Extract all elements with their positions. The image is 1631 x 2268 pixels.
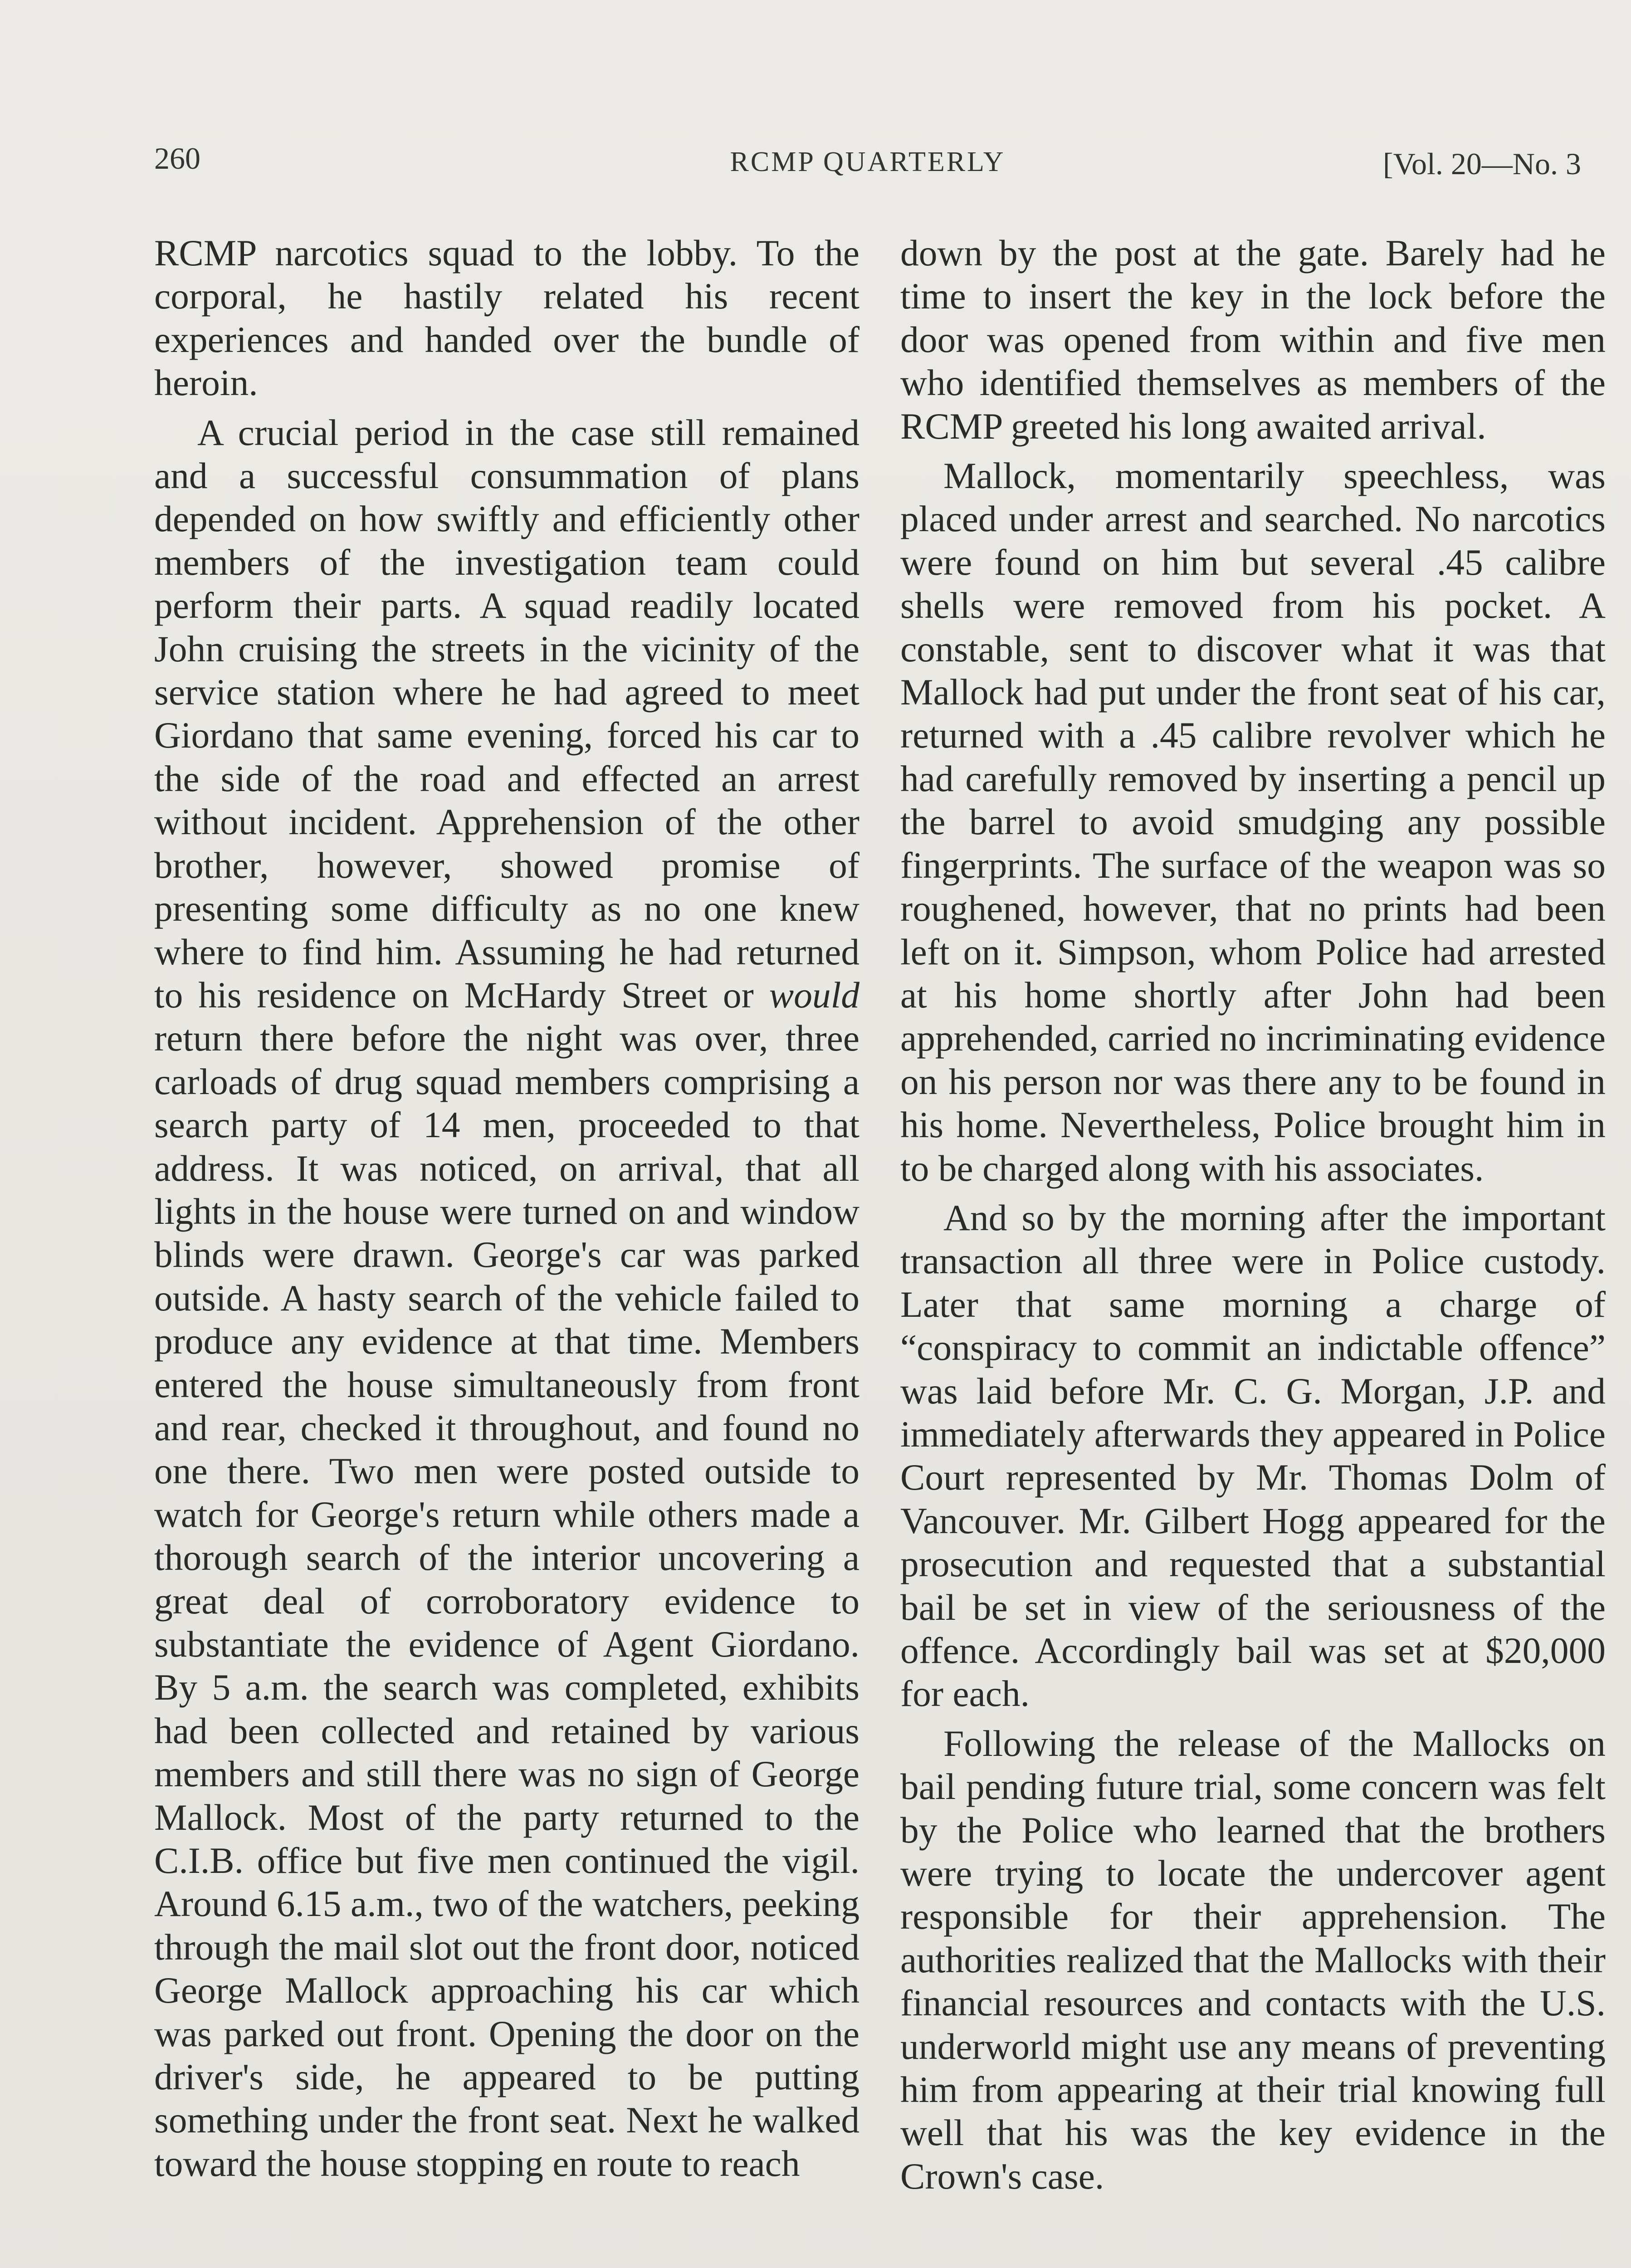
page-number: 260 — [154, 141, 200, 176]
journal-title: RCMP QUARTERLY — [730, 147, 1006, 177]
paragraph: down by the post at the gate. Barely had he time to insert the key in the lock before the door was opened from within and five men who identified themselves as members of the RCMP greeted his long awaited arrival. — [900, 232, 1606, 447]
paragraph — [154, 411, 859, 2185]
emphasis-text: would — [769, 974, 859, 1016]
paragraph-text: A crucial period in the case still remained and a successful consummation of plans depended on how swiftly and efficiently other members of the investigation team could perform their parts. A squad readily located John cruising the streets in the vicinity of the service station where he had agreed to meet Giordano that same evening, forced his car to the side of the road and effected an arrest without incident. Apprehension of the other brother, however, showed promise of presenting some difficulty as no one knew where to find him. Assuming he had returned to his residence on McHardy Street or — [154, 411, 859, 1016]
paragraph: And so by the morning after the important transaction all three were in Police custody. Later that same morning a charge of “conspiracy to commit an indictable offence” was laid before Mr. C. G. Morgan, J.P. and immediately afterwards they appeared in Police Court represented by Mr. Thomas Dolm of Vancouver. Mr. Gilbert Hogg appeared for the prosecution and requested that a substantial bail be set in view of the seriousness of the offence. Accordingly bail was set at $20,000 for each. — [900, 1197, 1606, 1715]
paragraph-text: return there before the night was over, three carloads of drug squad members comprising a search party of 14 men, proceeded to that address. It was noticed, on arrival, that all lights in the house were turned on and window blinds were drawn. George's car was parked outside. A hasty search of the vehicle failed to produce any evidence at that time. Members entered the house simultaneously from front and rear, checked it throughout, and found no one there. Two men were posted outside to watch for George's return while others made a thorough search of the interior uncovering a great deal of corroboratory evidence to substantiate the evidence of Agent Giordano. By 5 a.m. the search was completed, exhibits had been collected and retained by various members and still there was no sign of George Mallock. Most of the party returned to the C.I.B. office but five men continued the vigil. Around 6.15 a.m., two of the watchers, peeking through the mail slot out the front door, noticed George Mallock approaching his car which was parked out front. Opening the door on the driver's side, he appeared to be putting something under the front seat. Next he walked toward the house stopping en route to reach — [154, 1017, 859, 2184]
running-header — [154, 141, 1581, 195]
paragraph: RCMP narcotics squad to the lobby. To the corporal, he hastily related his recent experiences and handed over the bundle of heroin. — [154, 232, 859, 404]
volume-label: [Vol. 20—No. 3 — [1383, 147, 1581, 181]
right-column — [900, 231, 1606, 2198]
left-column — [154, 231, 859, 2185]
paragraph: Following the release of the Mallocks on bail pending future trial, some concern was felt by the Police who learned that the brothers were trying to locate the undercover agent responsible for their apprehension. The authorities realized that the Mallocks with their financial resources and contacts with the U.S. underworld might use any means of preventing him from appearing at their trial knowing full well that his was the key evidence in the Crown's case. — [900, 1722, 1606, 2197]
paragraph: Mallock, momentarily speechless, was placed under arrest and searched. No narcotics were found on him but several .45 calibre shells were removed from his pocket. A constable, sent to discover what it was that Mallock had put under the front seat of his car, returned with a .45 calibre revolver which he had carefully removed by inserting a pencil up the barrel to avoid smudging any possible fingerprints. The surface of the weapon was so roughened, however, that no prints had been left on it. Simpson, whom Police had arrested at his home shortly after John had been apprehended, carried no incriminating evidence on his person nor was there any to be found in his home. Nevertheless, Police brought him in to be charged along with his associates. — [900, 455, 1606, 1189]
